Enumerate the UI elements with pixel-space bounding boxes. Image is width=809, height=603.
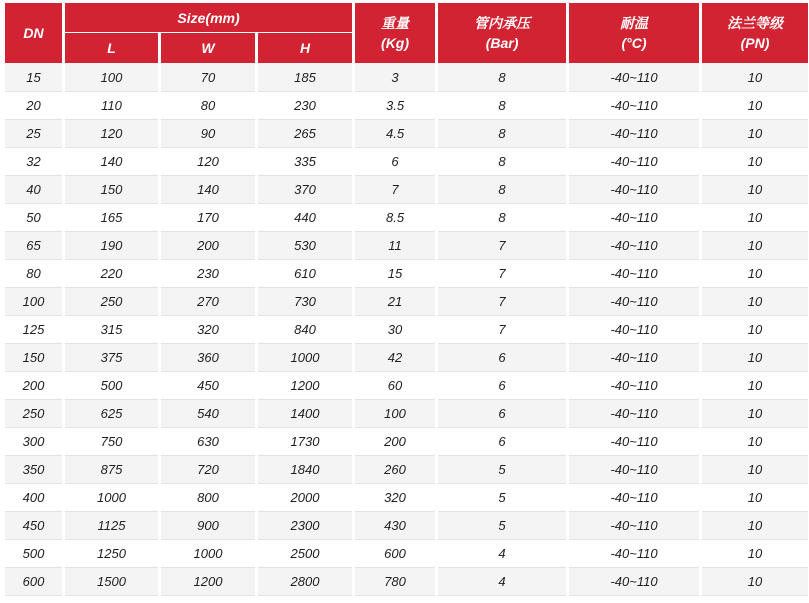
table-row	[5, 148, 808, 176]
cell-weight: 21	[355, 288, 435, 316]
cell-flange: 10	[702, 92, 808, 120]
table-row	[5, 204, 808, 232]
cell-length: 750	[65, 428, 158, 456]
cell-weight: 600	[355, 540, 435, 568]
cell-width: 360	[161, 344, 255, 372]
cell-dn: 15	[5, 63, 62, 92]
cell-width: 1000	[161, 540, 255, 568]
cell-weight: 15	[355, 260, 435, 288]
cell-weight: 200	[355, 428, 435, 456]
cell-weight: 30	[355, 316, 435, 344]
cell-length: 875	[65, 456, 158, 484]
cell-width: 230	[161, 260, 255, 288]
cell-width: 80	[161, 92, 255, 120]
table-row	[5, 92, 808, 120]
cell-pressure: 8	[438, 120, 566, 148]
cell-weight: 7	[355, 176, 435, 204]
header-flange	[702, 3, 808, 63]
cell-dn: 32	[5, 148, 62, 176]
cell-weight: 8.5	[355, 204, 435, 232]
cell-temperature: -40~110	[569, 540, 699, 568]
cell-temperature: -40~110	[569, 344, 699, 372]
cell-pressure: 7	[438, 288, 566, 316]
cell-temperature: -40~110	[569, 456, 699, 484]
cell-height: 1730	[258, 428, 352, 456]
table-row	[5, 484, 808, 512]
cell-dn: 200	[5, 372, 62, 400]
cell-width: 630	[161, 428, 255, 456]
cell-temperature: -40~110	[569, 232, 699, 260]
cell-length: 120	[65, 120, 158, 148]
cell-flange: 10	[702, 400, 808, 428]
cell-flange: 10	[702, 372, 808, 400]
table-body	[5, 63, 808, 596]
header-weight	[355, 3, 435, 63]
cell-temperature: -40~110	[569, 568, 699, 596]
cell-temperature: -40~110	[569, 288, 699, 316]
header-temp	[569, 3, 699, 63]
table-row	[5, 316, 808, 344]
cell-weight: 320	[355, 484, 435, 512]
spec-table	[2, 3, 809, 596]
cell-temperature: -40~110	[569, 260, 699, 288]
cell-width: 1200	[161, 568, 255, 596]
cell-pressure: 8	[438, 176, 566, 204]
header-flange-line2: (PN)	[740, 35, 770, 51]
table-row	[5, 288, 808, 316]
cell-width: 900	[161, 512, 255, 540]
cell-pressure: 6	[438, 344, 566, 372]
cell-flange: 10	[702, 204, 808, 232]
cell-length: 250	[65, 288, 158, 316]
cell-height: 440	[258, 204, 352, 232]
cell-weight: 11	[355, 232, 435, 260]
cell-length: 110	[65, 92, 158, 120]
cell-weight: 430	[355, 512, 435, 540]
table-row	[5, 540, 808, 568]
cell-temperature: -40~110	[569, 92, 699, 120]
cell-flange: 10	[702, 176, 808, 204]
cell-weight: 60	[355, 372, 435, 400]
cell-flange: 10	[702, 232, 808, 260]
cell-height: 2500	[258, 540, 352, 568]
cell-length: 150	[65, 176, 158, 204]
cell-height: 185	[258, 63, 352, 92]
cell-length: 140	[65, 148, 158, 176]
cell-length: 100	[65, 63, 158, 92]
cell-height: 1400	[258, 400, 352, 428]
cell-weight: 3.5	[355, 92, 435, 120]
header-pressure	[438, 3, 566, 63]
header-h: H	[258, 32, 352, 63]
cell-pressure: 7	[438, 232, 566, 260]
cell-pressure: 4	[438, 568, 566, 596]
cell-flange: 10	[702, 344, 808, 372]
table-row	[5, 344, 808, 372]
cell-weight: 260	[355, 456, 435, 484]
cell-length: 500	[65, 372, 158, 400]
cell-weight: 780	[355, 568, 435, 596]
cell-pressure: 6	[438, 428, 566, 456]
cell-dn: 350	[5, 456, 62, 484]
table-row	[5, 120, 808, 148]
cell-pressure: 4	[438, 540, 566, 568]
cell-pressure: 7	[438, 260, 566, 288]
header-dn: DN	[5, 3, 62, 63]
cell-weight: 4.5	[355, 120, 435, 148]
cell-length: 1000	[65, 484, 158, 512]
cell-flange: 10	[702, 148, 808, 176]
cell-dn: 20	[5, 92, 62, 120]
cell-dn: 250	[5, 400, 62, 428]
cell-dn: 100	[5, 288, 62, 316]
cell-height: 335	[258, 148, 352, 176]
cell-height: 730	[258, 288, 352, 316]
table-row	[5, 568, 808, 596]
cell-temperature: -40~110	[569, 400, 699, 428]
cell-height: 840	[258, 316, 352, 344]
cell-flange: 10	[702, 484, 808, 512]
header-l: L	[65, 32, 158, 63]
cell-pressure: 8	[438, 92, 566, 120]
cell-dn: 25	[5, 120, 62, 148]
cell-height: 1000	[258, 344, 352, 372]
table-row	[5, 372, 808, 400]
header-weight-line2: (Kg)	[381, 35, 410, 51]
cell-weight: 100	[355, 400, 435, 428]
cell-temperature: -40~110	[569, 316, 699, 344]
cell-height: 265	[258, 120, 352, 148]
cell-width: 450	[161, 372, 255, 400]
cell-dn: 125	[5, 316, 62, 344]
cell-dn: 450	[5, 512, 62, 540]
cell-width: 170	[161, 204, 255, 232]
table-row	[5, 232, 808, 260]
cell-width: 90	[161, 120, 255, 148]
cell-dn: 600	[5, 568, 62, 596]
table-header	[5, 3, 808, 63]
table-row	[5, 456, 808, 484]
cell-pressure: 7	[438, 316, 566, 344]
cell-temperature: -40~110	[569, 148, 699, 176]
cell-height: 2800	[258, 568, 352, 596]
cell-width: 720	[161, 456, 255, 484]
cell-dn: 80	[5, 260, 62, 288]
cell-dn: 40	[5, 176, 62, 204]
table-row	[5, 260, 808, 288]
cell-temperature: -40~110	[569, 120, 699, 148]
cell-weight: 42	[355, 344, 435, 372]
cell-flange: 10	[702, 288, 808, 316]
cell-temperature: -40~110	[569, 372, 699, 400]
cell-dn: 500	[5, 540, 62, 568]
cell-height: 2300	[258, 512, 352, 540]
cell-length: 1500	[65, 568, 158, 596]
cell-flange: 10	[702, 568, 808, 596]
cell-width: 200	[161, 232, 255, 260]
cell-height: 2000	[258, 484, 352, 512]
cell-width: 320	[161, 316, 255, 344]
cell-temperature: -40~110	[569, 484, 699, 512]
cell-dn: 50	[5, 204, 62, 232]
cell-pressure: 5	[438, 512, 566, 540]
cell-flange: 10	[702, 512, 808, 540]
cell-length: 190	[65, 232, 158, 260]
cell-pressure: 5	[438, 484, 566, 512]
table-row	[5, 400, 808, 428]
cell-pressure: 5	[438, 456, 566, 484]
header-pressure-line2: (Bar)	[485, 35, 519, 51]
cell-length: 375	[65, 344, 158, 372]
cell-height: 1840	[258, 456, 352, 484]
cell-temperature: -40~110	[569, 176, 699, 204]
table-row	[5, 428, 808, 456]
cell-width: 120	[161, 148, 255, 176]
cell-dn: 150	[5, 344, 62, 372]
cell-pressure: 8	[438, 63, 566, 92]
cell-length: 1250	[65, 540, 158, 568]
cell-dn: 400	[5, 484, 62, 512]
cell-temperature: -40~110	[569, 428, 699, 456]
cell-flange: 10	[702, 316, 808, 344]
cell-temperature: -40~110	[569, 512, 699, 540]
cell-height: 230	[258, 92, 352, 120]
cell-weight: 6	[355, 148, 435, 176]
cell-height: 610	[258, 260, 352, 288]
header-flange-line1: 法兰等级	[727, 15, 784, 31]
cell-dn: 300	[5, 428, 62, 456]
header-temp-line2: (°C)	[621, 35, 647, 51]
cell-height: 370	[258, 176, 352, 204]
header-weight-line1: 重量	[381, 15, 410, 31]
header-size: Size(mm)	[65, 3, 352, 32]
cell-flange: 10	[702, 540, 808, 568]
cell-width: 540	[161, 400, 255, 428]
cell-width: 140	[161, 176, 255, 204]
cell-pressure: 8	[438, 148, 566, 176]
cell-flange: 10	[702, 120, 808, 148]
cell-height: 530	[258, 232, 352, 260]
header-pressure-line1: 管内承压	[474, 15, 531, 31]
cell-length: 625	[65, 400, 158, 428]
cell-length: 165	[65, 204, 158, 232]
cell-pressure: 6	[438, 400, 566, 428]
cell-width: 270	[161, 288, 255, 316]
cell-weight: 3	[355, 63, 435, 92]
cell-flange: 10	[702, 260, 808, 288]
table-row	[5, 63, 808, 92]
cell-length: 315	[65, 316, 158, 344]
header-temp-line1: 耐温	[620, 15, 649, 31]
cell-flange: 10	[702, 428, 808, 456]
cell-dn: 65	[5, 232, 62, 260]
cell-height: 1200	[258, 372, 352, 400]
table-row	[5, 176, 808, 204]
table-row	[5, 512, 808, 540]
cell-flange: 10	[702, 63, 808, 92]
cell-pressure: 8	[438, 204, 566, 232]
cell-pressure: 6	[438, 372, 566, 400]
cell-width: 70	[161, 63, 255, 92]
cell-length: 220	[65, 260, 158, 288]
cell-length: 1125	[65, 512, 158, 540]
cell-temperature: -40~110	[569, 204, 699, 232]
cell-width: 800	[161, 484, 255, 512]
cell-flange: 10	[702, 456, 808, 484]
cell-temperature: -40~110	[569, 63, 699, 92]
header-w: W	[161, 32, 255, 63]
